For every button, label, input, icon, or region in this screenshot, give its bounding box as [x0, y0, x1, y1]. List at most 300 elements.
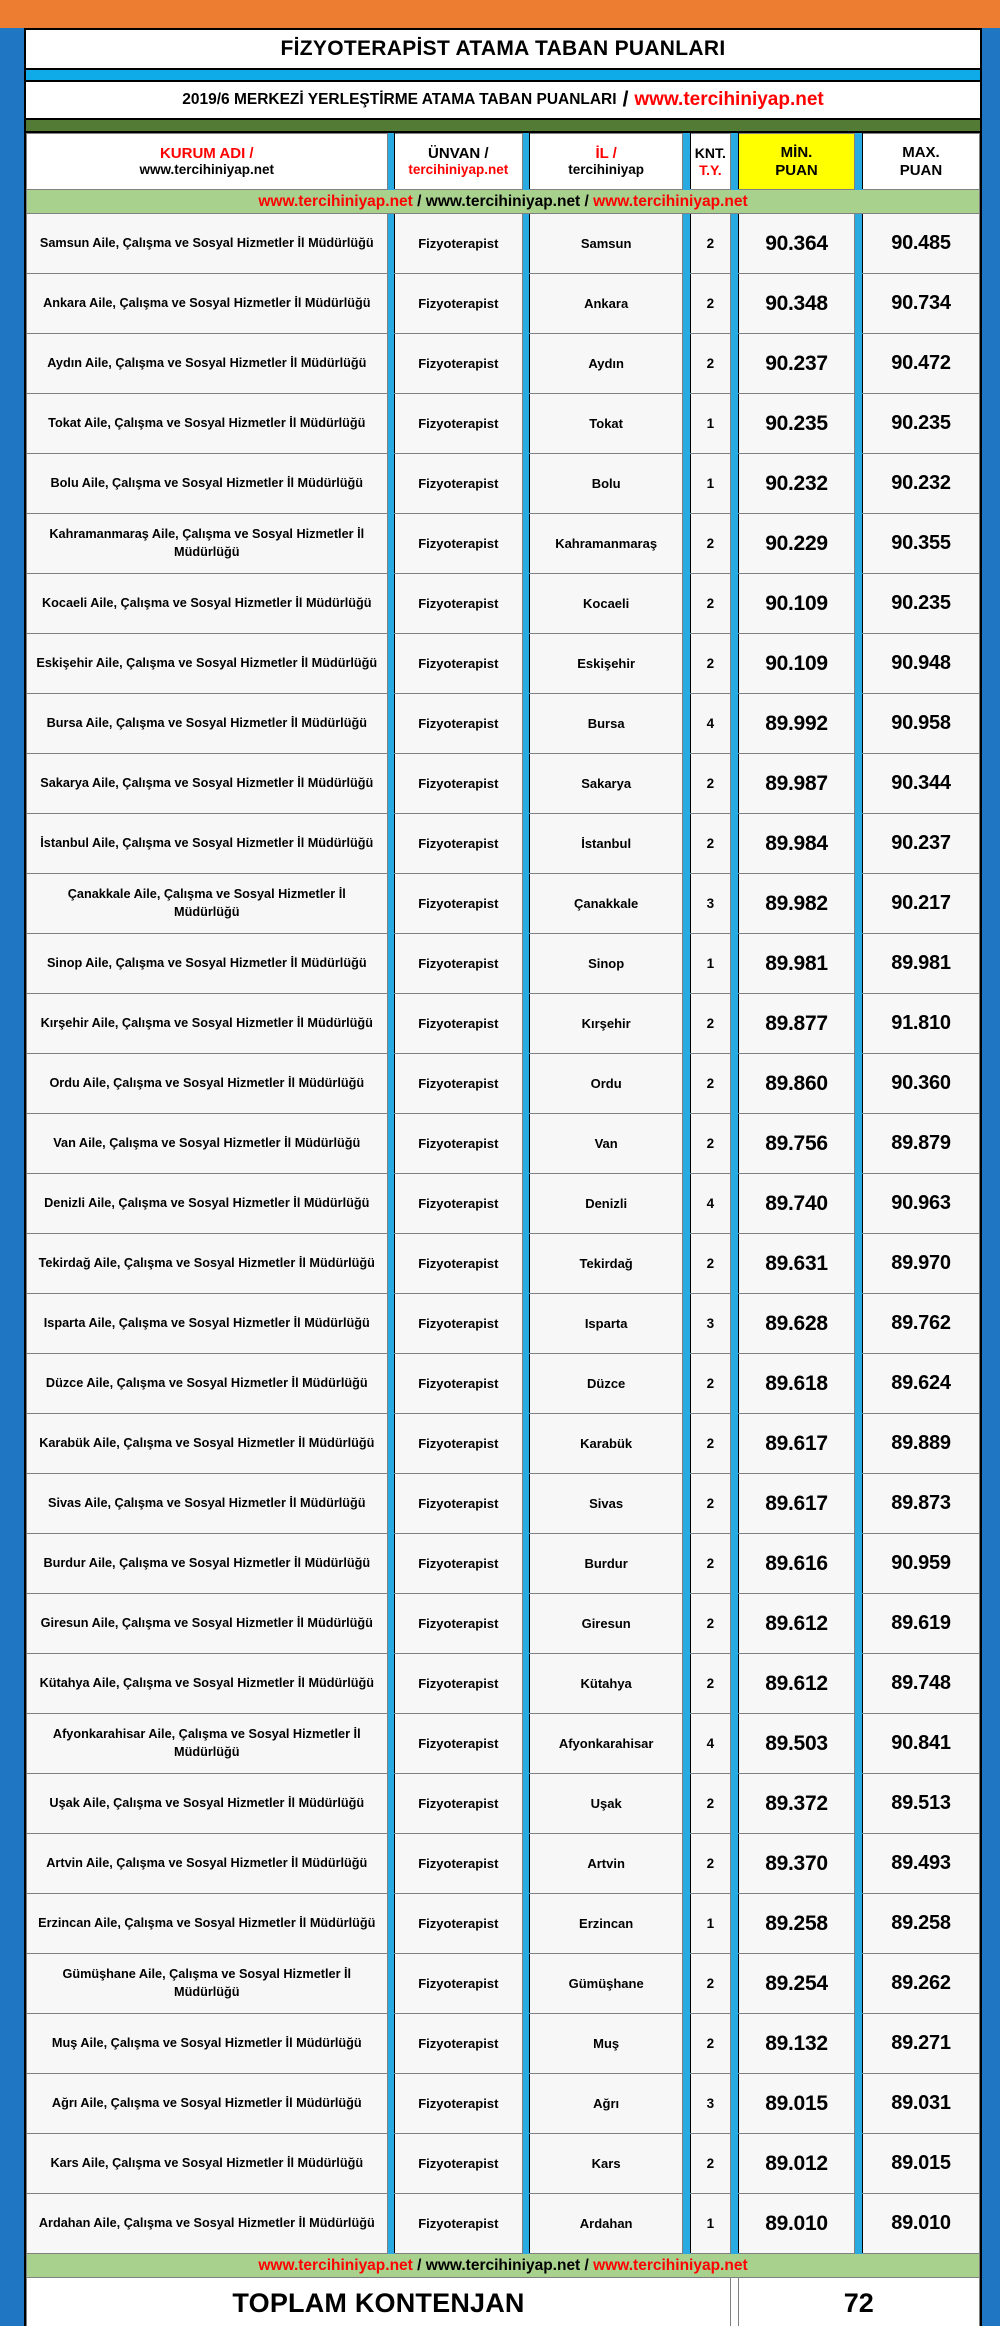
- column-separator: [522, 814, 529, 874]
- column-separator: [387, 1654, 394, 1714]
- url-band-top-text[interactable]: [258, 193, 747, 210]
- cell-unvan: Fizyoterapist: [395, 1474, 523, 1534]
- cell-min-puan: 89.372: [738, 1774, 855, 1834]
- table-row: [27, 634, 980, 694]
- column-separator: [387, 994, 394, 1054]
- column-separator: [855, 1414, 862, 1474]
- column-separator: [683, 394, 690, 454]
- column-separator: [683, 2194, 690, 2254]
- cell-kurum: Ağrı Aile, Çalışma ve Sosyal Hizmetler İl Müdürlüğü: [27, 2074, 388, 2134]
- cell-unvan: Fizyoterapist: [395, 1654, 523, 1714]
- cell-il: Eskişehir: [530, 634, 683, 694]
- column-separator: [522, 1174, 529, 1234]
- col-header-knt-line2: T.Y.: [699, 161, 722, 178]
- cell-min-puan: 89.992: [738, 694, 855, 754]
- cell-max-puan: 89.015: [862, 2134, 979, 2194]
- column-separator: [522, 994, 529, 1054]
- cell-kurum: Sinop Aile, Çalışma ve Sosyal Hizmetler İl Müdürlüğü: [27, 934, 388, 994]
- cell-max-puan: 89.493: [862, 1834, 979, 1894]
- cell-unvan: Fizyoterapist: [395, 1354, 523, 1414]
- green-divider-band: [26, 120, 980, 133]
- table-row: [27, 1354, 980, 1414]
- column-separator: [731, 1954, 738, 2014]
- page-title-row: [26, 30, 980, 70]
- column-separator: [855, 2014, 862, 2074]
- column-separator: [683, 2074, 690, 2134]
- url-part-2: www.tercihiniyap.net: [425, 2256, 581, 2274]
- cell-unvan: Fizyoterapist: [395, 1414, 523, 1474]
- cell-kontenjan: 3: [690, 1294, 730, 1354]
- url-sep-2: /: [580, 2256, 594, 2274]
- url-sep-2: /: [580, 192, 594, 210]
- cell-max-puan: 89.981: [862, 934, 979, 994]
- column-separator: [387, 2014, 394, 2074]
- page-title: FİZYOTERAPİST ATAMA TABAN PUANLARI: [280, 37, 726, 60]
- table-row: [27, 1894, 980, 1954]
- column-separator: [387, 574, 394, 634]
- subtitle-main-text: 2019/6 MERKEZİ YERLEŞTİRME ATAMA TABAN PUANLARI: [182, 91, 617, 108]
- column-separator: [522, 754, 529, 814]
- cell-max-puan: 89.970: [862, 1234, 979, 1294]
- column-separator: [731, 1774, 738, 1834]
- cell-unvan: Fizyoterapist: [395, 2014, 523, 2074]
- cell-il: Van: [530, 1114, 683, 1174]
- cell-max-puan: 89.271: [862, 2014, 979, 2074]
- subtitle-site-link[interactable]: www.tercihiniyap.net: [634, 89, 824, 110]
- column-separator: [522, 1354, 529, 1414]
- column-separator: [855, 1294, 862, 1354]
- column-separator: [683, 454, 690, 514]
- column-separator: [855, 1054, 862, 1114]
- column-separator: [855, 1894, 862, 1954]
- column-separator: [387, 1414, 394, 1474]
- column-separator: [522, 1114, 529, 1174]
- column-separator: [683, 1654, 690, 1714]
- cell-min-puan: 89.631: [738, 1234, 855, 1294]
- cell-il: Aydın: [530, 334, 683, 394]
- column-separator: [522, 934, 529, 994]
- cyan-divider-band: [26, 70, 980, 82]
- cell-kontenjan: 2: [690, 514, 730, 574]
- cell-kontenjan: 2: [690, 1774, 730, 1834]
- table-row: [27, 1594, 980, 1654]
- cell-min-puan: 89.612: [738, 1654, 855, 1714]
- column-separator: [731, 2134, 738, 2194]
- cell-kurum: Sivas Aile, Çalışma ve Sosyal Hizmetler İl Müdürlüğü: [27, 1474, 388, 1534]
- col-header-knt: [690, 134, 730, 190]
- total-row: [27, 2278, 980, 2326]
- cell-kurum: Bursa Aile, Çalışma ve Sosyal Hizmetler İl Müdürlüğü: [27, 694, 388, 754]
- column-separator: [683, 874, 690, 934]
- column-separator: [683, 1594, 690, 1654]
- cell-kontenjan: 2: [690, 1654, 730, 1714]
- table-row: [27, 1234, 980, 1294]
- cell-min-puan: 89.617: [738, 1414, 855, 1474]
- cell-unvan: Fizyoterapist: [395, 694, 523, 754]
- table-body: [27, 190, 980, 2254]
- cell-min-puan: 90.348: [738, 274, 855, 334]
- column-separator: [731, 1174, 738, 1234]
- column-separator: [855, 1594, 862, 1654]
- column-separator: [683, 134, 690, 190]
- column-separator: [387, 1834, 394, 1894]
- col-header-unvan-line2: tercihiniyap.net: [408, 162, 509, 178]
- column-separator: [855, 274, 862, 334]
- column-separator: [855, 634, 862, 694]
- cell-kurum: Samsun Aile, Çalışma ve Sosyal Hizmetler İl Müdürlüğü: [27, 214, 388, 274]
- column-separator: [387, 2074, 394, 2134]
- column-separator: [731, 1354, 738, 1414]
- cell-unvan: Fizyoterapist: [395, 874, 523, 934]
- table-row: [27, 454, 980, 514]
- scores-table: [26, 133, 980, 2326]
- cell-unvan: Fizyoterapist: [395, 454, 523, 514]
- column-separator: [683, 214, 690, 274]
- cell-min-puan: 89.503: [738, 1714, 855, 1774]
- cell-kurum: Gümüşhane Aile, Çalışma ve Sosyal Hizmetler İl Müdürlüğü: [27, 1954, 388, 2014]
- cell-max-puan: 90.472: [862, 334, 979, 394]
- column-separator: [522, 1594, 529, 1654]
- column-separator: [387, 1114, 394, 1174]
- cell-il: Ağrı: [530, 2074, 683, 2134]
- header-row: [27, 134, 980, 190]
- column-separator: [855, 454, 862, 514]
- cell-kurum: Aydın Aile, Çalışma ve Sosyal Hizmetler İl Müdürlüğü: [27, 334, 388, 394]
- column-separator: [683, 2014, 690, 2074]
- column-separator: [683, 334, 690, 394]
- cell-kurum: Uşak Aile, Çalışma ve Sosyal Hizmetler İl Müdürlüğü: [27, 1774, 388, 1834]
- table-row: [27, 214, 980, 274]
- column-separator: [683, 1234, 690, 1294]
- total-value-cell: [738, 2278, 980, 2326]
- column-separator: [731, 934, 738, 994]
- cell-max-puan: 89.889: [862, 1414, 979, 1474]
- url-part-2: www.tercihiniyap.net: [425, 192, 581, 210]
- column-separator: [731, 1534, 738, 1594]
- column-separator: [683, 994, 690, 1054]
- cell-il: Giresun: [530, 1594, 683, 1654]
- cell-kontenjan: 1: [690, 2194, 730, 2254]
- cell-min-puan: 90.232: [738, 454, 855, 514]
- col-header-kurum-line2: www.tercihiniyap.net: [139, 162, 275, 178]
- cell-kontenjan: 1: [690, 1894, 730, 1954]
- cell-min-puan: 90.109: [738, 574, 855, 634]
- cell-max-puan: 90.963: [862, 1174, 979, 1234]
- table-row: [27, 2014, 980, 2074]
- cell-min-puan: 89.132: [738, 2014, 855, 2074]
- cell-max-puan: 90.958: [862, 694, 979, 754]
- right-blue-rail: [982, 28, 1000, 2326]
- subtitle-row: [26, 82, 980, 120]
- table-row: [27, 394, 980, 454]
- cell-unvan: Fizyoterapist: [395, 1714, 523, 1774]
- col-header-min-puan: [738, 134, 855, 190]
- table-row: [27, 2074, 980, 2134]
- table-row: [27, 1954, 980, 2014]
- left-blue-rail: [0, 28, 24, 2326]
- total-label: TOPLAM KONTENJAN: [232, 2288, 525, 2318]
- cell-unvan: Fizyoterapist: [395, 2134, 523, 2194]
- cell-kurum: Isparta Aile, Çalışma ve Sosyal Hizmetler İl Müdürlüğü: [27, 1294, 388, 1354]
- column-separator: [855, 394, 862, 454]
- column-separator: [387, 1294, 394, 1354]
- column-separator: [522, 1954, 529, 2014]
- col-header-kurum: [27, 134, 388, 190]
- column-separator: [731, 1294, 738, 1354]
- cell-min-puan: 89.740: [738, 1174, 855, 1234]
- cell-max-puan: 90.841: [862, 1714, 979, 1774]
- column-separator: [683, 694, 690, 754]
- url-band-top-cell: [27, 190, 980, 214]
- cell-min-puan: 89.981: [738, 934, 855, 994]
- column-separator: [683, 1774, 690, 1834]
- cell-kontenjan: 2: [690, 1834, 730, 1894]
- table-row: [27, 1474, 980, 1534]
- column-separator: [522, 634, 529, 694]
- cell-il: Çanakkale: [530, 874, 683, 934]
- column-separator: [683, 1174, 690, 1234]
- column-separator: [683, 634, 690, 694]
- cell-kurum: Tokat Aile, Çalışma ve Sosyal Hizmetler İl Müdürlüğü: [27, 394, 388, 454]
- column-separator: [387, 2134, 394, 2194]
- cell-min-puan: 90.364: [738, 214, 855, 274]
- cell-unvan: Fizyoterapist: [395, 1834, 523, 1894]
- cell-il: Bolu: [530, 454, 683, 514]
- column-separator: [522, 1234, 529, 1294]
- column-separator: [731, 1894, 738, 1954]
- cell-il: İstanbul: [530, 814, 683, 874]
- col-header-min-line1: MİN.: [780, 144, 813, 162]
- cell-il: Kütahya: [530, 1654, 683, 1714]
- cell-kontenjan: 2: [690, 1354, 730, 1414]
- column-separator: [683, 1354, 690, 1414]
- column-separator: [387, 334, 394, 394]
- cell-unvan: Fizyoterapist: [395, 634, 523, 694]
- column-separator: [387, 1474, 394, 1534]
- cell-kontenjan: 1: [690, 934, 730, 994]
- cell-max-puan: 90.485: [862, 214, 979, 274]
- cell-max-puan: 89.258: [862, 1894, 979, 1954]
- url-part-3: www.tercihiniyap.net: [593, 2256, 748, 2274]
- column-separator: [387, 514, 394, 574]
- column-separator: [731, 334, 738, 394]
- table-head: [27, 134, 980, 190]
- column-separator: [387, 1774, 394, 1834]
- column-separator: [683, 1414, 690, 1474]
- cell-min-puan: 89.612: [738, 1594, 855, 1654]
- column-separator: [522, 394, 529, 454]
- cell-il: Sivas: [530, 1474, 683, 1534]
- cell-kurum: Sakarya Aile, Çalışma ve Sosyal Hizmetler İl Müdürlüğü: [27, 754, 388, 814]
- col-header-knt-line1: KNT.: [694, 144, 726, 161]
- cell-kontenjan: 2: [690, 754, 730, 814]
- column-separator: [683, 1114, 690, 1174]
- url-band-bottom-text[interactable]: [258, 2257, 747, 2274]
- cell-kurum: Bolu Aile, Çalışma ve Sosyal Hizmetler İl Müdürlüğü: [27, 454, 388, 514]
- column-separator: [522, 2074, 529, 2134]
- column-separator: [522, 1714, 529, 1774]
- column-separator: [855, 214, 862, 274]
- cell-kontenjan: 3: [690, 874, 730, 934]
- cell-il: Artvin: [530, 1834, 683, 1894]
- cell-il: Ordu: [530, 1054, 683, 1114]
- column-separator: [683, 514, 690, 574]
- cell-max-puan: 89.873: [862, 1474, 979, 1534]
- col-header-max-line1: MAX.: [902, 144, 940, 162]
- column-separator: [683, 754, 690, 814]
- framed-body: [0, 28, 1000, 2326]
- cell-min-puan: 89.756: [738, 1114, 855, 1174]
- column-separator: [387, 394, 394, 454]
- cell-kontenjan: 2: [690, 1534, 730, 1594]
- table-row: [27, 994, 980, 1054]
- cell-max-puan: 89.879: [862, 1114, 979, 1174]
- table-row: [27, 814, 980, 874]
- table-row: [27, 1054, 980, 1114]
- column-separator: [855, 1654, 862, 1714]
- column-separator: [522, 514, 529, 574]
- cell-il: Sinop: [530, 934, 683, 994]
- cell-kurum: Ardahan Aile, Çalışma ve Sosyal Hizmetler İl Müdürlüğü: [27, 2194, 388, 2254]
- cell-kurum: Kütahya Aile, Çalışma ve Sosyal Hizmetler İl Müdürlüğü: [27, 1654, 388, 1714]
- cell-kontenjan: 2: [690, 1594, 730, 1654]
- cell-kurum: Erzincan Aile, Çalışma ve Sosyal Hizmetler İl Müdürlüğü: [27, 1894, 388, 1954]
- cell-max-puan: 90.237: [862, 814, 979, 874]
- column-separator: [855, 994, 862, 1054]
- cell-kurum: Afyonkarahisar Aile, Çalışma ve Sosyal Hizmetler İl Müdürlüğü: [27, 1714, 388, 1774]
- col-header-il-line1: İL /: [595, 145, 617, 163]
- column-separator: [855, 1354, 862, 1414]
- column-separator: [731, 1654, 738, 1714]
- cell-il: Afyonkarahisar: [530, 1714, 683, 1774]
- top-orange-bar: [0, 0, 1000, 28]
- cell-max-puan: 90.948: [862, 634, 979, 694]
- cell-unvan: Fizyoterapist: [395, 934, 523, 994]
- column-separator: [855, 934, 862, 994]
- column-separator: [731, 2194, 738, 2254]
- cell-kontenjan: 2: [690, 274, 730, 334]
- cell-unvan: Fizyoterapist: [395, 1174, 523, 1234]
- column-separator: [683, 574, 690, 634]
- col-header-kurum-line1: KURUM ADI /: [159, 145, 254, 163]
- cell-unvan: Fizyoterapist: [395, 394, 523, 454]
- cell-kontenjan: 2: [690, 334, 730, 394]
- column-separator: [731, 1114, 738, 1174]
- column-separator: [522, 1474, 529, 1534]
- cell-min-puan: 89.616: [738, 1534, 855, 1594]
- column-separator: [387, 1534, 394, 1594]
- subtitle-separator: /: [622, 88, 629, 111]
- column-separator: [683, 1474, 690, 1534]
- url-band-bottom-cell: [27, 2254, 980, 2278]
- cell-kurum: Muş Aile, Çalışma ve Sosyal Hizmetler İl Müdürlüğü: [27, 2014, 388, 2074]
- cell-max-puan: 90.355: [862, 514, 979, 574]
- column-separator: [855, 2134, 862, 2194]
- column-separator: [731, 814, 738, 874]
- cell-max-puan: 91.810: [862, 994, 979, 1054]
- column-separator: [855, 814, 862, 874]
- column-separator: [387, 1594, 394, 1654]
- table-row: [27, 754, 980, 814]
- cell-unvan: Fizyoterapist: [395, 334, 523, 394]
- cell-kurum: Van Aile, Çalışma ve Sosyal Hizmetler İl Müdürlüğü: [27, 1114, 388, 1174]
- cell-kurum: Eskişehir Aile, Çalışma ve Sosyal Hizmetler İl Müdürlüğü: [27, 634, 388, 694]
- column-separator: [387, 1054, 394, 1114]
- cell-min-puan: 89.010: [738, 2194, 855, 2254]
- column-separator: [387, 1894, 394, 1954]
- cell-max-puan: 90.235: [862, 394, 979, 454]
- cell-kontenjan: 4: [690, 1714, 730, 1774]
- cell-kurum: Kars Aile, Çalışma ve Sosyal Hizmetler İl Müdürlüğü: [27, 2134, 388, 2194]
- column-separator: [855, 2074, 862, 2134]
- cell-il: Tokat: [530, 394, 683, 454]
- column-separator: [855, 334, 862, 394]
- cell-kontenjan: 1: [690, 394, 730, 454]
- column-separator: [387, 934, 394, 994]
- column-separator: [387, 1954, 394, 2014]
- column-separator: [855, 134, 862, 190]
- column-separator: [683, 2134, 690, 2194]
- cell-min-puan: 90.229: [738, 514, 855, 574]
- table-row: [27, 1834, 980, 1894]
- column-separator: [387, 694, 394, 754]
- cell-min-puan: 90.237: [738, 334, 855, 394]
- column-separator: [855, 754, 862, 814]
- table-row: [27, 934, 980, 994]
- total-label-cell: [27, 2278, 731, 2326]
- cell-kontenjan: 3: [690, 2074, 730, 2134]
- column-separator: [683, 814, 690, 874]
- column-separator: [522, 694, 529, 754]
- column-separator: [522, 1654, 529, 1714]
- cell-kurum: Kırşehir Aile, Çalışma ve Sosyal Hizmetler İl Müdürlüğü: [27, 994, 388, 1054]
- cell-kurum: Düzce Aile, Çalışma ve Sosyal Hizmetler İl Müdürlüğü: [27, 1354, 388, 1414]
- table-row: [27, 1654, 980, 1714]
- column-separator: [731, 2278, 738, 2326]
- cell-max-puan: 90.734: [862, 274, 979, 334]
- cell-max-puan: 89.513: [862, 1774, 979, 1834]
- column-separator: [731, 1054, 738, 1114]
- cell-kontenjan: 2: [690, 574, 730, 634]
- cell-unvan: Fizyoterapist: [395, 1234, 523, 1294]
- column-separator: [855, 1954, 862, 2014]
- cell-il: Kars: [530, 2134, 683, 2194]
- url-part-1: www.tercihiniyap.net: [258, 192, 413, 210]
- url-sep-1: /: [412, 192, 426, 210]
- column-separator: [387, 1234, 394, 1294]
- column-separator: [683, 1054, 690, 1114]
- cell-il: Kırşehir: [530, 994, 683, 1054]
- url-band-top: [27, 190, 980, 214]
- column-separator: [731, 994, 738, 1054]
- column-separator: [731, 574, 738, 634]
- table-row: [27, 2194, 980, 2254]
- cell-il: Düzce: [530, 1354, 683, 1414]
- table-row: [27, 514, 980, 574]
- column-separator: [731, 1594, 738, 1654]
- cell-kontenjan: 1: [690, 454, 730, 514]
- cell-kontenjan: 2: [690, 1234, 730, 1294]
- cell-kurum: Denizli Aile, Çalışma ve Sosyal Hizmetler İl Müdürlüğü: [27, 1174, 388, 1234]
- cell-max-puan: 89.031: [862, 2074, 979, 2134]
- table-row: [27, 574, 980, 634]
- column-separator: [522, 2014, 529, 2074]
- column-separator: [683, 1714, 690, 1774]
- column-separator: [522, 874, 529, 934]
- column-separator: [522, 334, 529, 394]
- column-separator: [683, 1534, 690, 1594]
- col-header-unvan-line1: ÜNVAN /: [428, 145, 489, 163]
